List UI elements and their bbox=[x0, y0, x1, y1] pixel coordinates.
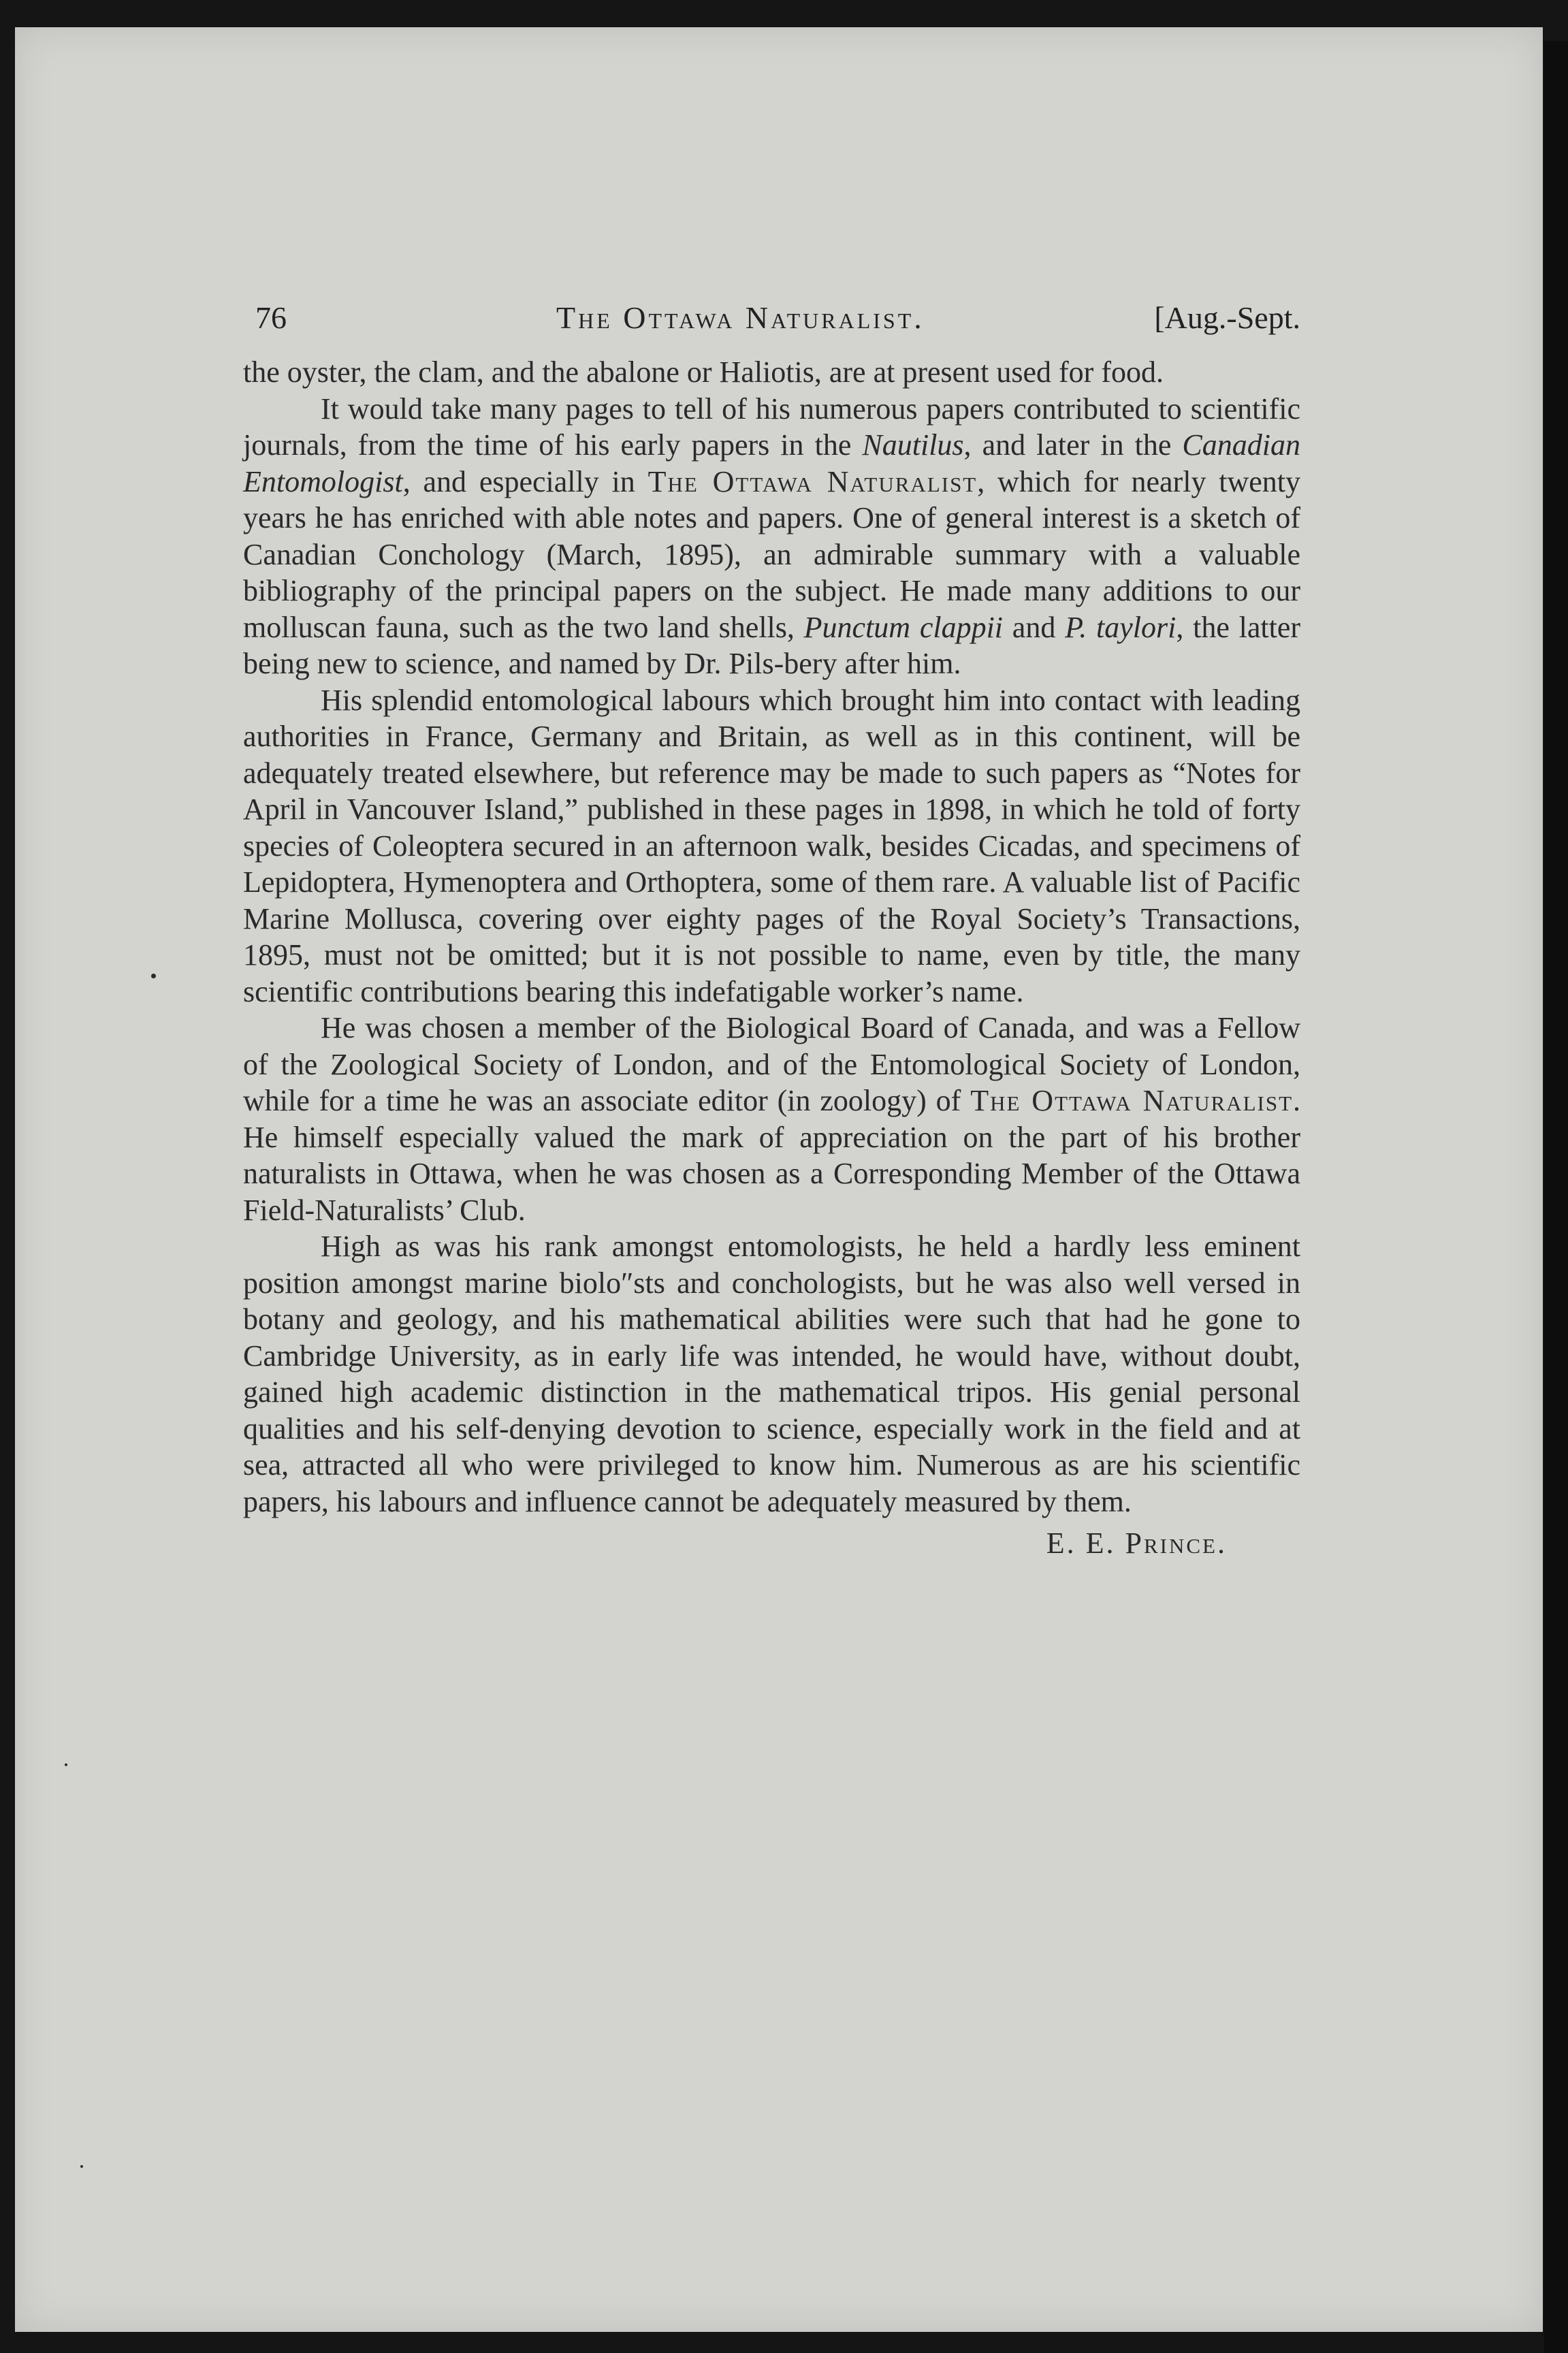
scan-frame-edge bbox=[1544, 41, 1568, 2353]
small-caps-journal-name: The Ottawa Naturalist bbox=[970, 1084, 1294, 1117]
paragraph-text: , which for nearly twenty years he has enriched with able notes and papers. One of general interest is a sketch of Canadian Conchology (March, 1895), an admirable summary with a valuable bibliography of the principal papers on the subject. He made many additions to our molluscan fauna, such as the two land shells, bbox=[243, 464, 1301, 644]
paragraph-text: High as was his rank amongst entomologists, he held a hardly less eminent position amongst marine biolo″sts and conchologists, but he was also well versed in botany and geology, and his mathematical abilities were such that had he gone to Cambridge University, as in early life was intended, he would have, without doubt, gained high academic distinction in the mathematical tripos. His genial personal qualities and his self-denying devotion to science, especially work in the field and at sea, attracted all who were privileged to know him. Numerous as are his scientific papers, his labours and influence cannot be adequately measured by them. bbox=[243, 1230, 1300, 1518]
paragraph-text: the oyster, the clam, and the abalone or Haliotis, are at present used for food. bbox=[243, 355, 1164, 389]
paragraph-text: . He himself especially valued the mark of appreciation on the part of his brother naturalists in Ottawa, when he was chosen as a Corresponding Member of the Ottawa Field-Naturalists’ Club. bbox=[243, 1084, 1301, 1227]
dust-speck bbox=[151, 974, 156, 978]
paragraph-text: , and later in the bbox=[963, 428, 1183, 462]
running-header bbox=[243, 300, 1300, 354]
dust-speck bbox=[80, 2165, 83, 2168]
italic-species-punctum-clappii: Punctum clappii bbox=[803, 610, 1004, 644]
dust-speck bbox=[65, 1763, 67, 1766]
paragraph-5 bbox=[243, 1228, 1300, 1520]
paragraph-3 bbox=[243, 682, 1300, 1010]
paragraph-text: and bbox=[1003, 610, 1066, 644]
issue-date: [Aug.-Sept. bbox=[1154, 300, 1300, 335]
page-number: 76 bbox=[255, 300, 287, 335]
paragraph-text: It would take many pages to tell of his numerous papers contributed to scientific journals, from the time of his early papers in the bbox=[243, 391, 1300, 462]
journal-title: The Ottawa Naturalist. bbox=[556, 300, 925, 335]
small-caps-journal-name: The Ottawa Naturalist bbox=[647, 464, 978, 498]
author-signature: E. E. Prince. bbox=[1046, 1526, 1227, 1560]
italic-species-p-taylori: P. taylori bbox=[1065, 610, 1177, 644]
paragraph-text: , and especially in bbox=[402, 464, 648, 498]
paragraph-text: , the latter being new to science, and named by Dr. Pils-bery after him. bbox=[243, 610, 1301, 680]
paragraph-text: His splendid entomological labours which brought him into contact with leading authorities in France, Germany and Britain, as well as in this continent, will be adequately treated elsewhere, but reference may be made to such papers as “Notes for April in Vancouver Island,” published in these pages in 1898, in which he told of forty species of Coleoptera secured in an afternoon walk, besides Cicadas, and specimens of Lepidoptera, Hymenoptera and Orthoptera, some of them rare. A valuable list of Pacific Marine Mollusca, covering over eighty pages of the Royal Society’s Transactions, 1895, must not be omitted; but it is not possible to name, even by title, the many scientific contributions bearing this indefatigable worker’s name. bbox=[243, 683, 1300, 1008]
article-body bbox=[243, 354, 1300, 1520]
paragraph-4 bbox=[243, 1010, 1300, 1228]
paragraph-1 bbox=[243, 354, 1300, 391]
italic-title-canadian-entomologist: Canadian Entomologist bbox=[243, 428, 1300, 498]
paragraph-text: He was chosen a member of the Biological Board of Canada, and was a Fellow of the Zoological Society of London, and of the Entomological Society of London, while for a time he was an associate editor (in zoology) of bbox=[243, 1011, 1300, 1117]
article-text-block bbox=[243, 300, 1300, 1562]
italic-title-nautilus: Nautilus bbox=[862, 428, 964, 462]
paragraph-2 bbox=[243, 391, 1300, 682]
